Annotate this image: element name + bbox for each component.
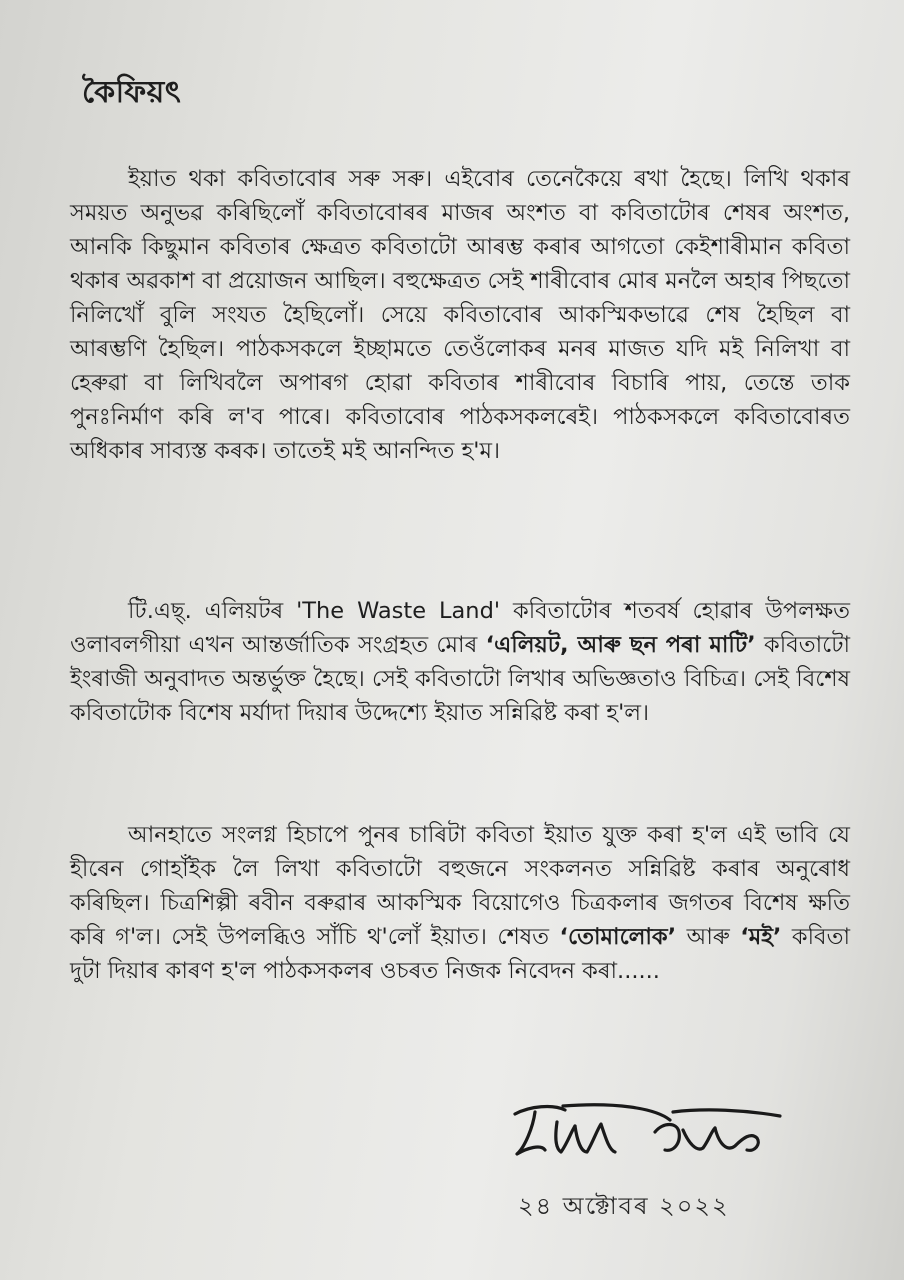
paragraph-2-text-b: কবিতাটো ইংৰাজী অনুবাদত অন্তৰ্ভুক্ত হৈছে। সেই কবিতাটো লিখাৰ অভিজ্ঞতাও বিচিত্ৰ। সেই বিশেষ কবিতাটোক বিশেষ মৰ্যাদা দিয়াৰ উদ্দেশ্যে ইয়াত সন্নিৱিষ্ট কৰা হ'ল। xyxy=(70,632,850,726)
signature-date: ২৪ অক্টোবৰ ২০২২ xyxy=(518,1192,730,1220)
paragraph-3-text-a: আনহাতে সংলগ্ন হিচাপে পুনৰ চাৰিটা কবিতা ইয়াত যুক্ত কৰা হ'ল এই ভাবি যে হীৰেন গোহাঁইক লৈ লিখা কবিতাটো বহুজনে সংকলনত সন্নিৱিষ্ট কৰাৰ অনুৰোধ কৰিছিল। চিত্ৰশিল্পী ৰবীন বৰুৱাৰ আকস্মিক বিয়োগেও চিত্ৰকলাৰ জগতৰ বিশেষ ক্ষতি কৰি গ'ল। সেই উপলব্ধিও সাঁচি থ'লোঁ ইয়াত। শেষত xyxy=(70,822,850,950)
paragraph-2 xyxy=(70,594,850,730)
paragraph-3-text-mid: আৰু xyxy=(676,924,741,950)
page-title: কৈফিয়ৎ xyxy=(82,75,182,110)
poem-title-moi: ‘মই’ xyxy=(740,924,782,950)
poem-title-tomalok: ‘তোমালোক’ xyxy=(559,924,677,950)
paragraph-3 xyxy=(70,818,850,988)
paragraph-2-text-a: টি.এছ্. এলিয়টৰ 'The Waste Land' কবিতাটোৰ শতবৰ্ষ হোৱাৰ উপলক্ষত ওলাবলগীয়া এখন আন্তৰ্জাতিক সংগ্ৰহত মোৰ xyxy=(70,598,850,658)
handwritten-signature xyxy=(505,1092,805,1172)
paragraph-3-text-b: কবিতা দুটা দিয়াৰ কাৰণ হ'ল পাঠকসকলৰ ওচৰত নিজক নিবেদন কৰা...... xyxy=(70,924,850,984)
paragraph-1: ইয়াত থকা কবিতাবোৰ সৰু সৰু। এইবোৰ তেনেকৈয়ে ৰখা হৈছে। লিখি থকাৰ সময়ত অনুভৱ কৰিছিলোঁ কবিতাবোৰৰ মাজৰ অংশত বা কবিতাটোৰ শেষৰ অংশত, আনকি কিছুমান কবিতাৰ ক্ষেত্ৰত কবিতাটো আৰম্ভ কৰাৰ আগতো কেইশাৰীমান কবিতা থকাৰ অৱকাশ বা প্ৰয়োজন আছিল। বহুক্ষেত্ৰত সেই শাৰীবোৰ মোৰ মনলৈ অহাৰ পিছতো নিলিখোঁ বুলি সংযত হৈছিলোঁ। সেয়ে কবিতাবোৰ আকস্মিকভাৱে শেষ হৈছিল বা আৰম্ভণি হৈছিল। পাঠকসকলে ইচ্ছামতে তেওঁলোকৰ মনৰ মাজত যদি মই নিলিখা বা হেৰুৱা বা লিখিবলৈ অপাৰগ হোৱা কবিতাৰ শাৰীবোৰ বিচাৰি পায়, তেন্তে তাক পুনঃনিৰ্মাণ কৰি ল'ব পাৰে। কবিতাবোৰ পাঠকসকলৰেই। পাঠকসকলে কবিতাবোৰত অধিকাৰ সাব্যস্ত কৰক। তাতেই মই আনন্দিত হ'ম। xyxy=(70,166,850,464)
poem-title-eliot: ‘এলিয়ট, আৰু ছন পৰা মাটি’ xyxy=(485,632,756,658)
